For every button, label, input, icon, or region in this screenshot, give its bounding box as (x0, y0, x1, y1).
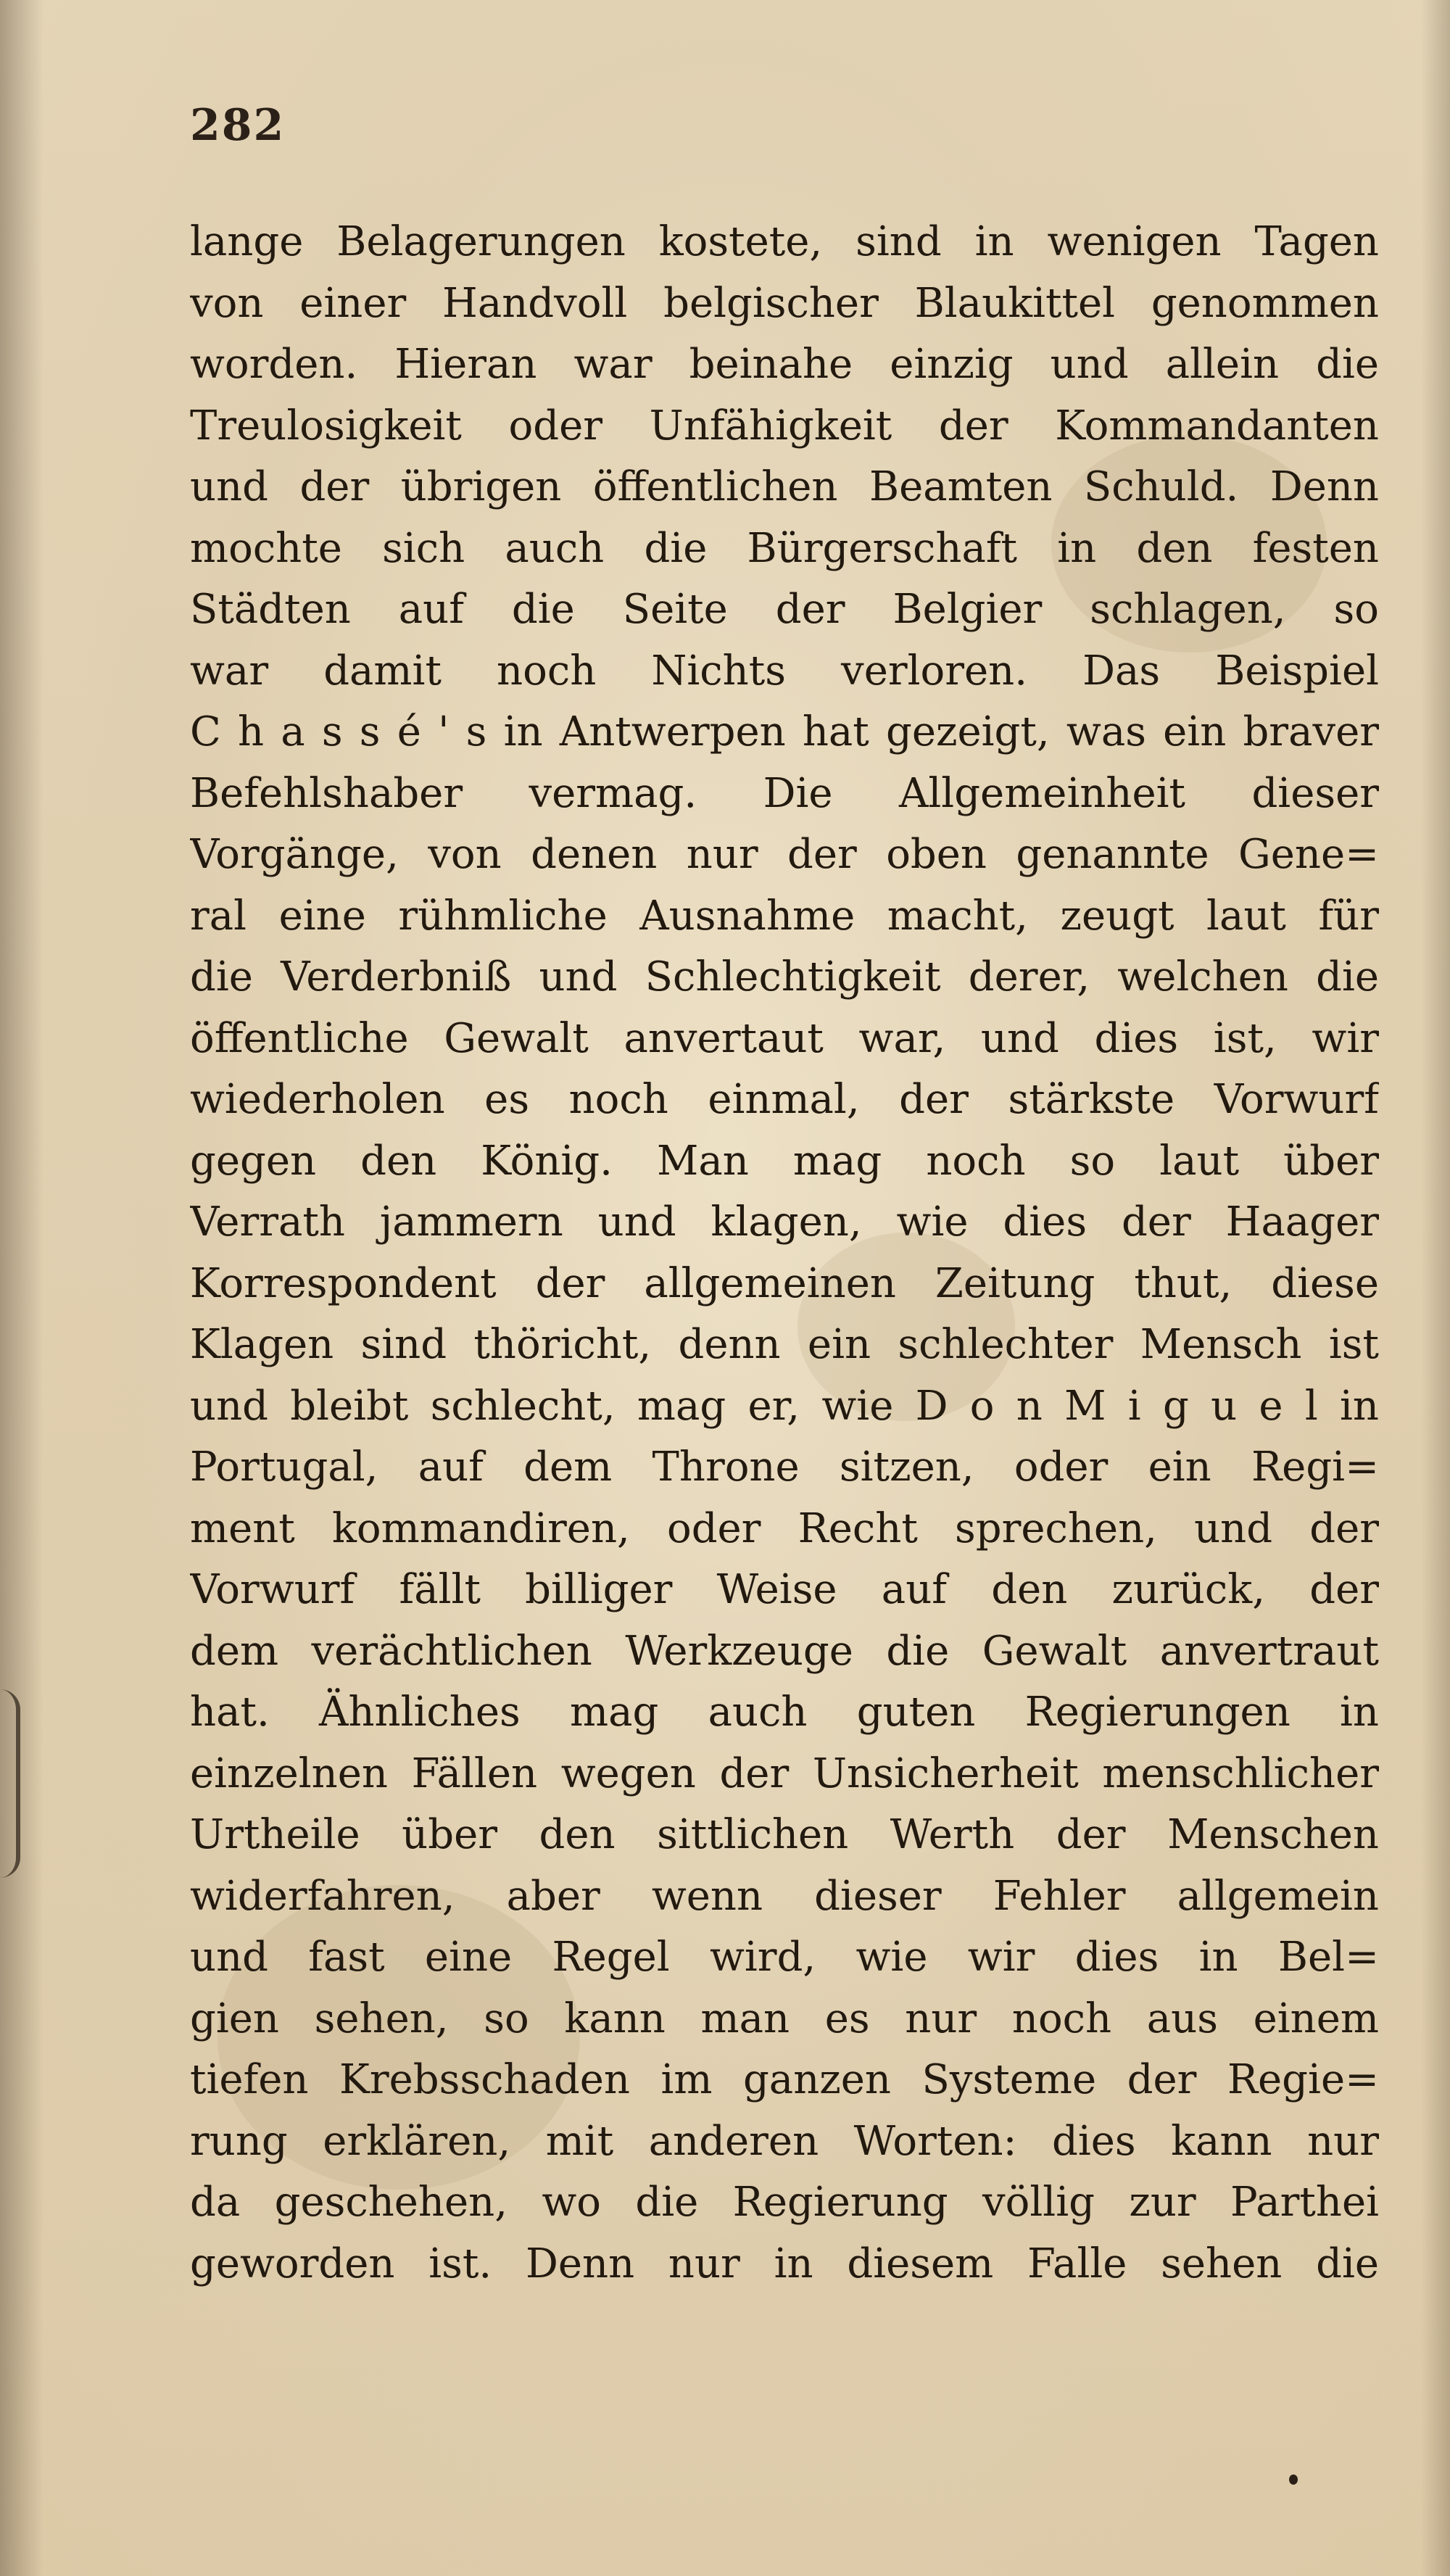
text-line: lange Belagerungen kostete, sind in wenigen Tagen (190, 218, 1379, 265)
text-line: Vorwurf fällt billiger Weise auf den zurück, der (190, 1566, 1379, 1613)
text-line: wiederholen es noch einmal, der stärkste Vorwurf (190, 1076, 1379, 1123)
text-line: Verrath jammern und klagen, wie dies der Haager (190, 1198, 1379, 1246)
body-text (190, 212, 1379, 2295)
text-line: C h a s s é ' s in Antwerpen hat gezeigt, was ein braver (190, 708, 1379, 755)
text-line: Urtheile über den sittlichen Werth der Menschen (190, 1811, 1379, 1858)
text-line: gien sehen, so kann man es nur noch aus einem (190, 1995, 1379, 2042)
text-line: tiefen Krebsschaden im ganzen Systeme der Regie= (190, 2056, 1379, 2103)
text-line: und fast eine Regel wird, wie wir dies in Bel= (190, 1934, 1379, 1981)
page-edge-mark (0, 1689, 20, 1878)
text-line: öffentliche Gewalt anvertaut war, und dies ist, wir (190, 1014, 1379, 1062)
text-line: geworden ist. Denn nur in diesem Falle sehen die (190, 2240, 1379, 2287)
text-line: Portugal, auf dem Throne sitzen, oder ein Regi= (190, 1444, 1379, 1491)
text-line: ral eine rühmliche Ausnahme macht, zeugt laut für (190, 892, 1379, 940)
page-number: 282 (190, 100, 286, 151)
text-line: von einer Handvoll belgischer Blaukittel genommen (190, 279, 1379, 327)
text-line: ment kommandiren, oder Recht sprechen, und der (190, 1504, 1379, 1552)
text-line: rung erklären, mit anderen Worten: dies kann nur (190, 2117, 1379, 2165)
text-line: hat. Ähnliches mag auch guten Regierungen in (190, 1689, 1379, 1736)
text-line: einzelnen Fällen wegen der Unsicherheit menschlicher (190, 1749, 1379, 1797)
text-line: und der übrigen öffentlichen Beamten Schuld. Denn (190, 463, 1379, 510)
text-line: Treulosigkeit oder Unfähigkeit der Kommandanten (190, 402, 1379, 450)
text-line: Städten auf die Seite der Belgier schlagen, so (190, 586, 1379, 633)
text-line: die Verderbniß und Schlechtigkeit derer, welchen die (190, 953, 1379, 1001)
text-line: Korrespondent der allgemeinen Zeitung thut, diese (190, 1259, 1379, 1307)
text-line: worden. Hieran war beinahe einzig und allein die (190, 341, 1379, 388)
text-line: und bleibt schlecht, mag er, wie D o n M i g u e l in (190, 1382, 1379, 1430)
text-line: Befehlshaber vermag. Die Allgemeinheit dieser (190, 769, 1379, 817)
text-line: da geschehen, wo die Regierung völlig zur Parthei (190, 2179, 1379, 2226)
text-line: Vorgänge, von denen nur der oben genannte Gene= (190, 831, 1379, 878)
text-line: gegen den König. Man mag noch so laut über (190, 1137, 1379, 1185)
text-line: widerfahren, aber wenn dieser Fehler allgemein (190, 1872, 1379, 1920)
text-line: war damit noch Nichts verloren. Das Beispiel (190, 647, 1379, 695)
text-line: Klagen sind thöricht, denn ein schlechter Mensch ist (190, 1321, 1379, 1368)
ink-dot (1289, 2474, 1298, 2485)
text-line: dem verächtlichen Werkzeuge die Gewalt anvertraut (190, 1627, 1379, 1675)
text-line: mochte sich auch die Bürgerschaft in den festen (190, 524, 1379, 572)
